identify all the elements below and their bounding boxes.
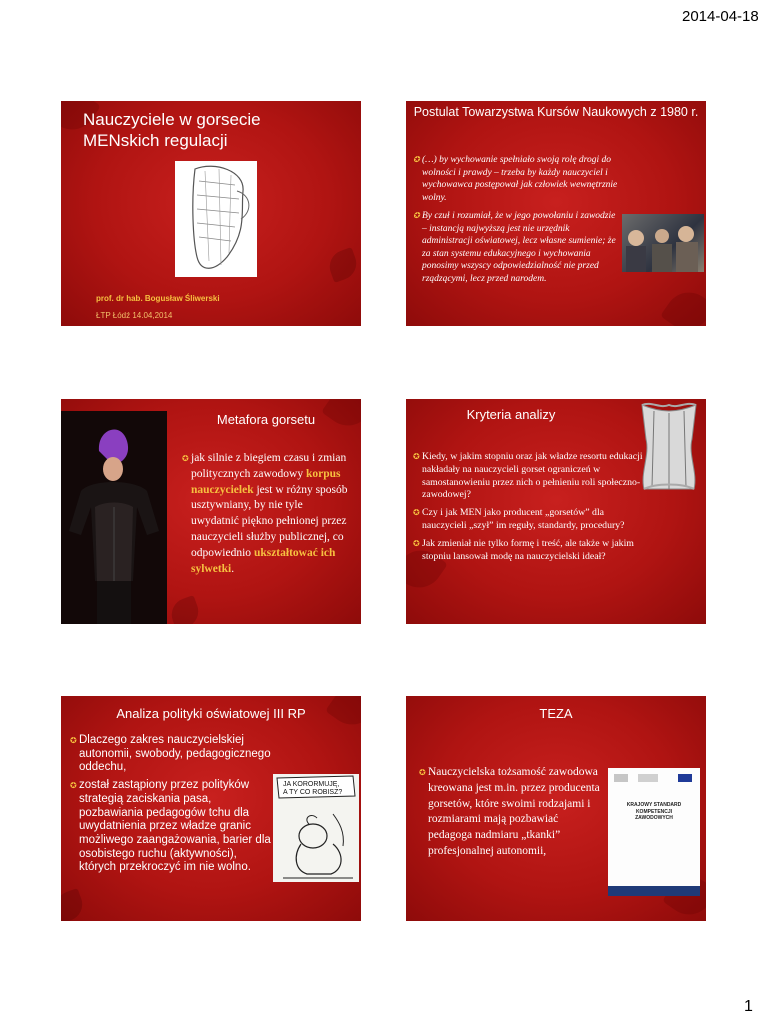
list-item: ✪ Dlaczego zakres nauczycielskiej autonomii, swobody, pedagogicznego oddechu, bbox=[70, 734, 271, 774]
list-item: ✪ został zastąpiony przez polityków strategią zaciskania pasa, pozbawiania pedagogów tchu dla uwydatnienia przez władze granic możliwego zaangażowania, barier dla osobistego ruchu (aktywności), których przekroczyć im nie wolno. bbox=[70, 779, 271, 874]
list-item: ✪ By czuł i rozumiał, że w jego powołaniu i zawodzie – instancją najwyższą jest nie urzędnik administracji oświatowej, lecz własne sumienie; że za stan systemu edukacyjnego i wychowania ponosimy wszyscy odpowiedzialność nie przed rządzącymi, lecz przed narodem. bbox=[413, 211, 616, 284]
audience-photo bbox=[622, 214, 704, 272]
list-item: ✪ jak silnie z biegiem czasu i zmian politycznych zawodowy korpus nauczycielek jest w różny sposób usztywniany, by nie tyle uwydatnić piękno pełnionej przez nauczycieli służby publicznej, co odpowiednio ukształtować ich sylwetki. bbox=[182, 452, 348, 575]
highlight-term: korpus nauczycielek bbox=[191, 467, 341, 496]
leaf-decoration bbox=[61, 888, 87, 921]
leaf-decoration bbox=[167, 595, 203, 624]
book-cover-image bbox=[608, 768, 700, 896]
slide-title: Postulat Towarzystwa Kursów Naukowych z 1980 r. bbox=[413, 105, 699, 119]
author-name: prof. dr hab. Bogusław Śliwerski bbox=[96, 294, 220, 303]
corset-sketch-icon bbox=[175, 161, 257, 277]
cartoon-drawing-icon bbox=[273, 774, 359, 882]
slide-title: Kryteria analizy bbox=[466, 407, 556, 422]
venue-date: ŁTP Łódź 14.04,2014 bbox=[96, 311, 173, 320]
book-title: KOMPETENCJI ZAWODOWYCH bbox=[635, 809, 673, 821]
bullet-icon: ✪ bbox=[413, 508, 420, 518]
eu-logos-icon bbox=[608, 772, 700, 784]
slide-body bbox=[413, 451, 643, 568]
slide-4-criteria bbox=[406, 399, 706, 624]
cartoon-caption: JA KORORMUJĘ, bbox=[283, 781, 340, 788]
presentation-title: Nauczyciele w gorsecie MENskich regulacji bbox=[83, 110, 261, 150]
list-item: ✪ Kiedy, w jakim stopniu oraz jak władze resortu edukacji nakładały na nauczycieli gorset ograniczeń w samostanowieniu przez nich o pełnieniu roli społeczno-zawodowej? bbox=[413, 451, 643, 501]
cartoon-caption: A TY CO ROBISZ? bbox=[283, 789, 343, 796]
book-strip bbox=[608, 886, 700, 896]
corset-sketch-image bbox=[175, 161, 257, 277]
bullet-icon: ✪ bbox=[413, 452, 420, 461]
bullet-icon: ✪ bbox=[70, 736, 77, 745]
list-item: ✪ Jak zmieniał nie tylko formę i treść, ale także w jakim stopniu lansował modę na nauczycielski ideał? bbox=[413, 537, 634, 562]
bullet-icon: ✪ bbox=[413, 538, 420, 548]
print-date: 2014-04-18 bbox=[682, 8, 759, 25]
woman-in-corset-icon bbox=[61, 411, 167, 624]
people-photo-icon bbox=[622, 214, 704, 272]
slide-title: Analiza polityki oświatowej III RP bbox=[116, 706, 306, 721]
bullet-icon: ✪ bbox=[70, 781, 77, 791]
bullet-icon: ✪ bbox=[419, 768, 426, 777]
slide-3-metaphor bbox=[61, 399, 361, 624]
page-number: 1 bbox=[744, 998, 753, 1015]
slide-1-title bbox=[61, 101, 361, 326]
highlight-term: ukształtować ich sylwetki bbox=[191, 546, 336, 575]
slide-title: TEZA bbox=[539, 706, 573, 721]
slide-5-policy-analysis bbox=[61, 696, 361, 921]
book-title: KRAJOWY STANDARD bbox=[626, 802, 682, 808]
list-item: ✪ Czy i jak MEN jako producent „gorsetów” dla nauczycieli „szył” im reguły, standardy, procedury? bbox=[413, 507, 625, 531]
bullet-icon: ✪ bbox=[413, 211, 420, 220]
list-item: ✪ Nauczycielska tożsamość zawodowa kreowana jest m.in. przez producenta gorsetów, które swoimi rodzajami i rozmiarami mają pozbawiać pedagoga nadmiaru „tkanki” profesjonalnej autonomii, bbox=[419, 766, 600, 857]
corset-icon bbox=[632, 399, 706, 493]
slide-title: Metafora gorsetu bbox=[216, 412, 316, 427]
slide-2-postulate bbox=[406, 101, 706, 326]
bullet-icon: ✪ bbox=[413, 155, 420, 164]
corset-woman-photo bbox=[61, 411, 167, 624]
list-item: ✪ (…) by wychowanie spełniało swoją rolę drogi do wolności i prawdy – trzeba by każdy nauczyciel i wychowawca postępował jak człowiek wewnętrznie wolny. bbox=[413, 155, 618, 203]
corset-photo bbox=[632, 399, 706, 493]
cartoon-image bbox=[273, 774, 359, 882]
leaf-decoration bbox=[660, 283, 706, 326]
bullet-icon: ✪ bbox=[182, 454, 189, 463]
slide-body bbox=[70, 734, 275, 879]
leaf-decoration bbox=[325, 247, 361, 283]
slide-6-thesis bbox=[406, 696, 706, 921]
